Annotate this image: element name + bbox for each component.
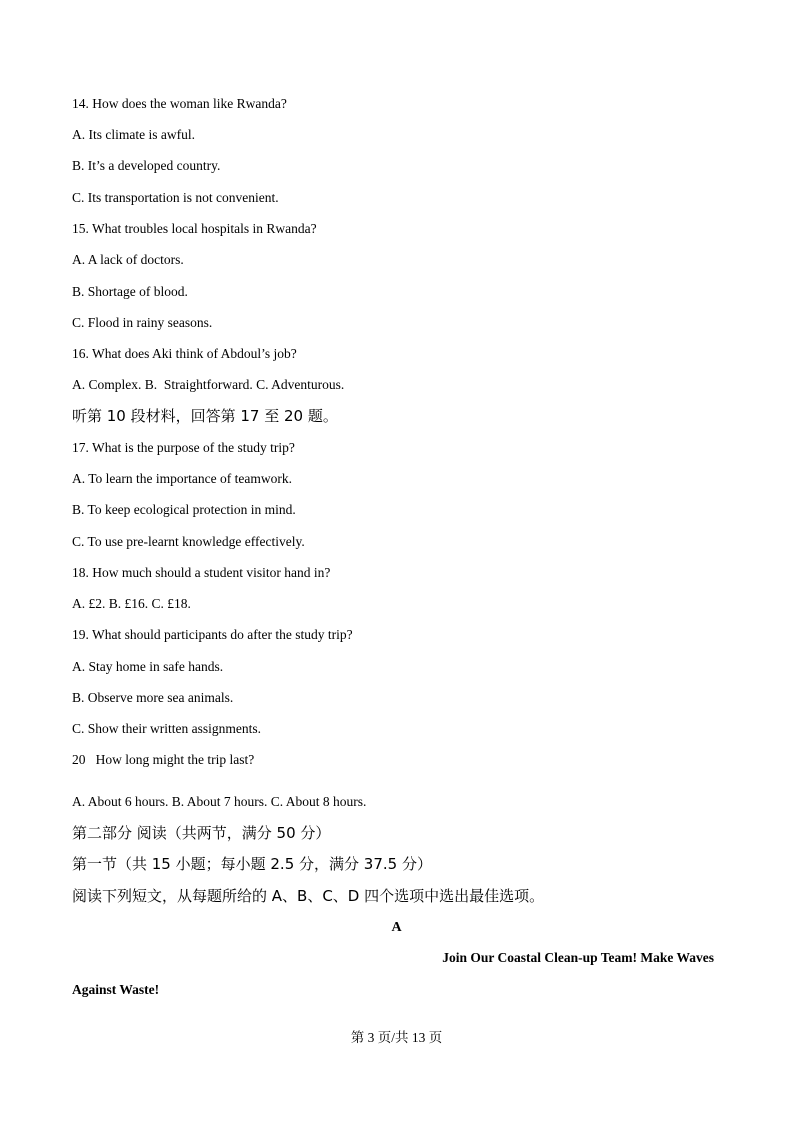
question-15: 15. What troubles local hospitals in Rwanda? <box>72 221 317 236</box>
options-20: A. About 6 hours. B. About 7 hours. C. About 8 hours. <box>72 794 367 809</box>
passage-title-line2: Against Waste! <box>72 982 160 997</box>
reading-instruction: 阅读下列短文，从每题所给的 A、B、C、D 四个选项中选出最佳选项。 <box>72 887 545 905</box>
option-15a: A. A lack of doctors. <box>72 252 184 267</box>
option-17a: A. To learn the importance of teamwork. <box>72 471 292 486</box>
options-18: A. £2. B. £16. C. £18. <box>72 596 191 611</box>
option-15c: C. Flood in rainy seasons. <box>72 315 213 330</box>
option-19c: C. Show their written assignments. <box>72 721 261 736</box>
section-one-heading: 第一节（共 15 小题；每小题 2.5 分，满分 37.5 分） <box>72 855 432 873</box>
question-16: 16. What does Aki think of Abdoul’s job? <box>72 346 297 361</box>
option-15b: B. Shortage of blood. <box>72 284 188 299</box>
question-19: 19. What should participants do after the study trip? <box>72 627 353 642</box>
page-footer: 第 3 页/共 13 页 <box>350 1030 443 1045</box>
option-14a: A. Its climate is awful. <box>72 127 195 142</box>
option-14c: C. Its transportation is not convenient. <box>72 190 279 205</box>
option-19a: A. Stay home in safe hands. <box>72 659 224 674</box>
option-17b: B. To keep ecological protection in mind. <box>72 502 296 517</box>
option-14b: B. It’s a developed country. <box>72 158 221 173</box>
question-18: 18. How much should a student visitor hand in? <box>72 565 331 580</box>
part-two-heading: 第二部分 阅读（共两节，满分 50 分） <box>72 824 331 842</box>
question-14: 14. How does the woman like Rwanda? <box>72 96 287 111</box>
question-20: 20 How long might the trip last? <box>72 752 255 767</box>
passage-label: A <box>391 920 402 935</box>
option-17c: C. To use pre-learnt knowledge effectively. <box>72 534 305 549</box>
section-instruction-10: 听第 10 段材料，回答第 17 至 20 题。 <box>72 407 338 425</box>
passage-title-line1: Join Our Coastal Clean-up Team! Make Waves <box>442 950 714 965</box>
option-19b: B. Observe more sea animals. <box>72 690 234 705</box>
options-16: A. Complex. B. Straightforward. C. Adventurous. <box>72 377 345 392</box>
question-17: 17. What is the purpose of the study trip? <box>72 440 295 455</box>
